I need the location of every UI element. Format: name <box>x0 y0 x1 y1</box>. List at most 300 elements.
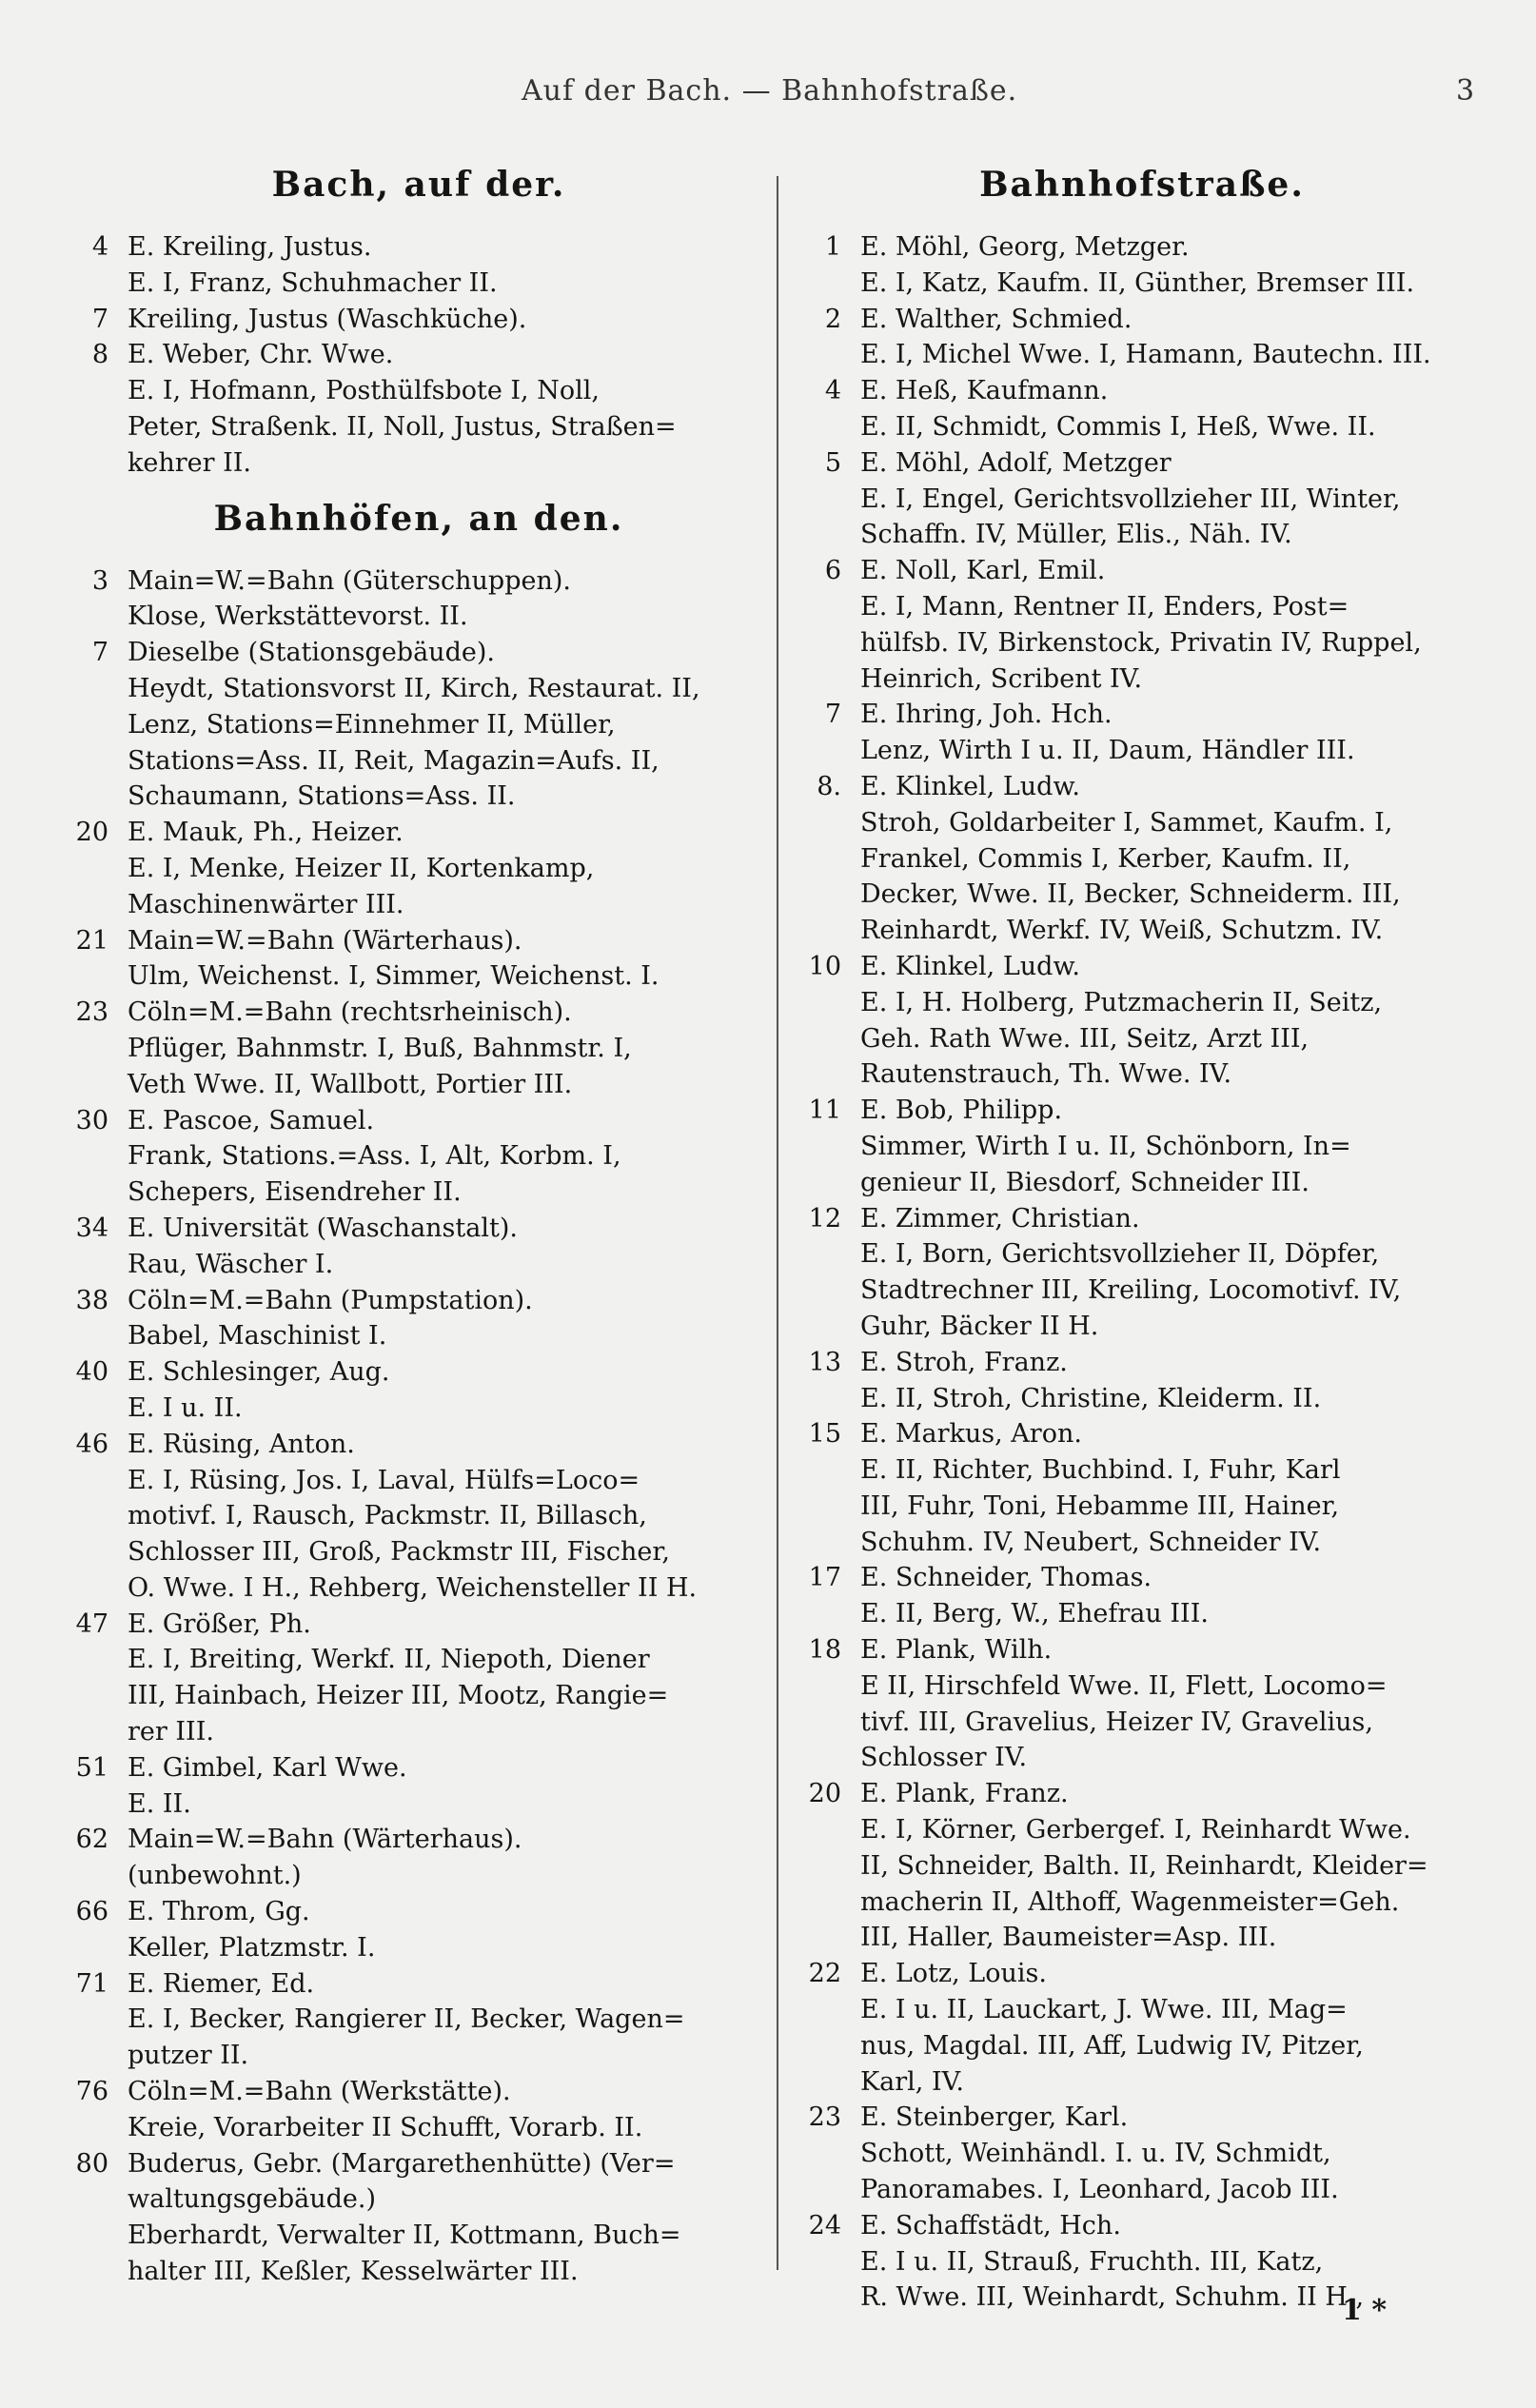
entry-line <box>67 1642 771 1678</box>
entry-text: E. I, Katz, Kaufm. II, Günther, Bremser III. <box>860 267 1415 298</box>
entry-line <box>799 805 1485 841</box>
entry-line <box>67 743 771 780</box>
directory-entry <box>67 2074 771 2146</box>
entry-first-line <box>67 563 771 600</box>
entry-line <box>67 1714 771 1750</box>
house-number: 46 <box>75 1429 108 1459</box>
entry-line <box>799 1165 1485 1201</box>
entry-text: E. Kreiling, Justus. <box>128 232 372 262</box>
directory-entry <box>67 635 771 815</box>
entry-text: Heinrich, Scribent IV. <box>860 663 1143 694</box>
entry-text: E. I, Hofmann, Posthülfsbote I, Noll, <box>128 376 600 406</box>
directory-entry <box>67 1822 771 1894</box>
entry-first-line <box>799 2100 1485 2136</box>
house-number: 3 <box>91 565 108 596</box>
entry-first-line <box>67 1283 771 1319</box>
entry-first-line <box>67 1607 771 1643</box>
entry-line <box>799 589 1485 625</box>
entry-text: E. Klinkel, Ludw. <box>860 771 1080 801</box>
entry-first-line <box>67 2074 771 2110</box>
running-head <box>0 74 1536 112</box>
entry-text: E. II, Schmidt, Commis I, Heß, Wwe. II. <box>860 411 1376 442</box>
directory-entry <box>67 815 771 922</box>
house-number: 23 <box>75 997 108 1028</box>
entry-text: E. I, Michel Wwe. I, Hamann, Bautechn. III. <box>860 340 1431 370</box>
entry-text: E. Gimbel, Karl Wwe. <box>128 1752 407 1783</box>
entry-line <box>67 1786 771 1823</box>
entry-text: kehrer II. <box>128 447 252 478</box>
entry-line <box>799 661 1485 698</box>
directory-entry <box>799 1201 1485 1345</box>
entry-text: Kreie, Vorarbeiter II Schufft, Vorarb. II. <box>128 2112 643 2142</box>
entry-line <box>799 625 1485 661</box>
entry-first-line <box>67 1354 771 1391</box>
house-number: 11 <box>808 1095 841 1126</box>
right-column <box>799 148 1485 2316</box>
entry-text: E. Markus, Aron. <box>860 1419 1082 1450</box>
entry-text: Peter, Straßenk. II, Noll, Justus, Straßen= <box>128 411 677 442</box>
entry-text: E. Throm, Gg. <box>128 1897 310 1927</box>
entry-text: E. I, Franz, Schuhmacher II. <box>128 267 498 298</box>
entry-text: E. I, Born, Gerichtsvollzieher II, Döpfer, <box>860 1239 1380 1270</box>
house-number: 8 <box>91 340 108 370</box>
directory-entry <box>799 1093 1485 1200</box>
entry-first-line <box>799 302 1485 338</box>
house-number: 38 <box>75 1285 108 1315</box>
entry-text: E. I, Breiting, Werkf. II, Niepoth, Diener <box>128 1645 650 1675</box>
entry-line <box>67 671 771 707</box>
entry-line <box>67 887 771 923</box>
entry-line <box>799 1525 1485 1561</box>
entry-line <box>799 2028 1485 2064</box>
entry-first-line <box>799 553 1485 589</box>
entry-text: E. Bob, Philipp. <box>860 1095 1063 1126</box>
house-number: 51 <box>75 1752 108 1783</box>
entry-text: E. Pascoe, Samuel. <box>128 1105 375 1135</box>
entry-text: E. Noll, Karl, Emil. <box>860 556 1106 586</box>
entry-line <box>799 482 1485 518</box>
entry-line <box>799 913 1485 949</box>
entry-first-line <box>67 302 771 338</box>
entry-line <box>799 409 1485 445</box>
house-number: 6 <box>824 556 841 586</box>
house-number: 7 <box>91 304 108 334</box>
entry-text: Buderus, Gebr. (Margarethenhütte) (Ver= <box>128 2148 676 2179</box>
house-number: 5 <box>824 447 841 478</box>
entry-text: rer III. <box>128 1717 214 1747</box>
entry-line <box>67 1067 771 1103</box>
directory-entry <box>799 1416 1485 1560</box>
entry-text: E. Ihring, Joh. Hch. <box>860 700 1113 730</box>
directory-entry <box>67 337 771 481</box>
house-number: 15 <box>808 1419 841 1450</box>
entry-first-line <box>67 1966 771 2003</box>
entry-line <box>67 1678 771 1714</box>
entry-text: Karl, IV. <box>860 2066 965 2097</box>
entry-text: Ulm, Weichenst. I, Simmer, Weichenst. I. <box>128 961 660 992</box>
entry-line <box>67 409 771 445</box>
entry-line <box>67 1570 771 1607</box>
entry-text: Dieselbe (Stationsgebäude). <box>128 638 495 668</box>
entry-text: E. Zimmer, Christian. <box>860 1203 1140 1234</box>
entry-line <box>799 1885 1485 1921</box>
entry-line <box>67 599 771 635</box>
entry-text: Rautenstrauch, Th. Wwe. IV. <box>860 1059 1232 1090</box>
entry-line <box>67 1174 771 1211</box>
entry-line <box>67 2254 771 2290</box>
entry-text: II, Schneider, Balth. II, Reinhardt, Kleider= <box>860 1850 1428 1881</box>
entry-text: Guhr, Bäcker II H. <box>860 1311 1099 1341</box>
entry-line <box>799 1848 1485 1885</box>
entry-text: E. I u. II. <box>128 1392 243 1423</box>
entry-text: Babel, Maschinist I. <box>128 1321 387 1352</box>
entry-text: Heydt, Stationsvorst II, Kirch, Restaurat. II, <box>128 673 700 703</box>
entry-line <box>67 851 771 887</box>
entry-line <box>67 1247 771 1283</box>
entry-text: E. I u. II, Lauckart, J. Wwe. III, Mag= <box>860 1995 1348 2025</box>
directory-entry <box>67 1427 771 1607</box>
entry-text: Cöln=M.=Bahn (Pumpstation). <box>128 1285 533 1315</box>
directory-entry <box>67 1211 771 1283</box>
directory-entry <box>67 2146 771 2290</box>
entry-text: E. II, Berg, W., Ehefrau III. <box>860 1599 1209 1629</box>
house-number: 71 <box>75 1968 108 1999</box>
entry-line <box>799 985 1485 1021</box>
entry-text: Cöln=M.=Bahn (rechtsrheinisch). <box>128 997 572 1028</box>
directory-entry <box>67 995 771 1102</box>
directory-entry <box>67 1750 771 1823</box>
entry-line <box>799 1452 1485 1489</box>
entry-text: Rau, Wäscher I. <box>128 1249 334 1279</box>
entry-line <box>67 1138 771 1174</box>
house-number: 30 <box>75 1105 108 1135</box>
entry-first-line <box>799 1956 1485 1992</box>
entry-text: E. Größer, Ph. <box>128 1609 311 1639</box>
entry-text: O. Wwe. I H., Rehberg, Weichensteller II H. <box>128 1572 698 1603</box>
entry-text: Decker, Wwe. II, Becker, Schneiderm. III, <box>860 879 1401 910</box>
entry-line <box>799 2172 1485 2208</box>
entry-first-line <box>67 1103 771 1139</box>
entry-first-line <box>67 1894 771 1930</box>
entry-line <box>799 2136 1485 2172</box>
entry-text: waltungsgebäude.) <box>128 2184 377 2215</box>
house-number: 17 <box>808 1563 841 1593</box>
signature-mark: 1 * <box>1342 2294 1388 2327</box>
directory-entry <box>67 1607 771 1750</box>
entry-text: halter III, Keßler, Kesselwärter III. <box>128 2257 579 2287</box>
entry-text: E. II. <box>128 1788 191 1819</box>
entry-line <box>67 1534 771 1570</box>
entry-first-line <box>799 2208 1485 2244</box>
entry-text: (unbewohnt.) <box>128 1861 302 1891</box>
directory-entry <box>799 1776 1485 1956</box>
entry-text: E. I, H. Holberg, Putzmacherin II, Seitz, <box>860 987 1383 1017</box>
entry-first-line <box>799 1201 1485 1237</box>
entry-first-line <box>67 995 771 1031</box>
directory-entry <box>799 949 1485 1093</box>
house-number: 7 <box>824 700 841 730</box>
house-number: 8. <box>817 771 841 801</box>
entry-text: putzer II. <box>128 2041 249 2071</box>
entry-first-line <box>799 1776 1485 1812</box>
entry-line <box>799 1056 1485 1093</box>
entry-line <box>67 707 771 743</box>
entry-first-line <box>799 1416 1485 1452</box>
house-number: 10 <box>808 951 841 981</box>
entry-text: E. Weber, Chr. Wwe. <box>128 340 394 370</box>
entry-text: Klose, Werkstättevorst. II. <box>128 602 468 632</box>
entry-text: III, Hainbach, Heizer III, Mootz, Rangie= <box>128 1681 669 1711</box>
entry-first-line <box>799 949 1485 985</box>
entry-line <box>799 2244 1485 2280</box>
column-divider <box>777 176 778 2270</box>
entry-text: genieur II, Biesdorf, Schneider III. <box>860 1167 1310 1197</box>
entry-text: Frankel, Commis I, Kerber, Kaufm. II, <box>860 843 1351 874</box>
entry-text: Stadtrechner III, Kreiling, Locomotivf. IV, <box>860 1275 1402 1306</box>
entry-text: E. I, Mann, Rentner II, Enders, Post= <box>860 591 1349 622</box>
entry-text: macherin II, Althoff, Wagenmeister=Geh. <box>860 1886 1400 1917</box>
house-number: 2 <box>824 304 841 334</box>
house-number: 23 <box>808 2102 841 2133</box>
directory-entry <box>67 1283 771 1355</box>
entry-text: Main=W.=Bahn (Wärterhaus). <box>128 1825 522 1855</box>
entry-text: tivf. III, Gravelius, Heizer IV, Gravelius, <box>860 1707 1373 1737</box>
entry-text: E. Möhl, Georg, Metzger. <box>860 232 1190 262</box>
house-number: 20 <box>75 818 108 848</box>
entry-text: E. Schneider, Thomas. <box>860 1563 1152 1593</box>
entry-text: Schuhm. IV, Neubert, Schneider IV. <box>860 1527 1322 1557</box>
house-number: 4 <box>824 376 841 406</box>
entry-line <box>799 733 1485 769</box>
directory-entry <box>67 1894 771 1966</box>
entry-text: E. Klinkel, Ludw. <box>860 951 1080 981</box>
section-title: Bahnhofstraße. <box>979 165 1305 205</box>
entry-line <box>67 266 771 302</box>
section-title: Bahnhöfen, an den. <box>213 498 624 539</box>
entry-line <box>67 2218 771 2254</box>
directory-entry <box>67 1354 771 1427</box>
entry-text: Pflüger, Bahnmstr. I, Buß, Bahnmstr. I, <box>128 1033 632 1063</box>
house-number: 40 <box>75 1357 108 1388</box>
entry-line <box>799 1596 1485 1632</box>
house-number: 76 <box>75 2077 108 2107</box>
page-number: 3 <box>1456 74 1475 108</box>
directory-entry <box>67 302 771 338</box>
entry-line <box>799 1273 1485 1309</box>
entry-text: Stroh, Goldarbeiter I, Sammet, Kaufm. I, <box>860 807 1393 838</box>
entry-text: Schlosser IV. <box>860 1743 1028 1773</box>
entry-first-line <box>799 1345 1485 1381</box>
entry-text: Lenz, Stations=Einnehmer II, Müller, <box>128 709 616 740</box>
house-number: 7 <box>91 638 108 668</box>
entry-text: Geh. Rath Wwe. III, Seitz, Arzt III, <box>860 1023 1310 1054</box>
entry-text: E. Steinberger, Karl. <box>860 2102 1129 2133</box>
entry-text: E. Universität (Waschanstalt). <box>128 1213 518 1243</box>
entry-text: Simmer, Wirth I u. II, Schönborn, In= <box>860 1131 1351 1161</box>
entry-line <box>799 1309 1485 1345</box>
house-number: 12 <box>808 1203 841 1234</box>
entry-text: E. Möhl, Adolf, Metzger <box>860 447 1172 478</box>
directory-entry <box>799 2100 1485 2207</box>
entry-text: R. Wwe. III, Weinhardt, Schuhm. II H., <box>860 2282 1365 2313</box>
entry-line <box>799 1705 1485 1741</box>
running-title: Auf der Bach. — Bahnhofstraße. <box>522 74 1018 108</box>
entry-line <box>67 1391 771 1427</box>
entry-first-line <box>799 1560 1485 1596</box>
entry-first-line <box>67 1427 771 1463</box>
entry-text: Kreiling, Justus (Waschküche). <box>128 304 527 334</box>
directory-entry <box>799 1345 1485 1417</box>
entry-text: Main=W.=Bahn (Wärterhaus). <box>128 925 522 956</box>
entry-text: Schepers, Eisendreher II. <box>128 1177 462 1208</box>
entry-first-line <box>799 1093 1485 1129</box>
house-number: 20 <box>808 1779 841 1809</box>
entry-text: E. II, Stroh, Christine, Kleiderm. II. <box>860 1383 1322 1413</box>
entry-text: Keller, Platzmstr. I. <box>128 1932 376 1963</box>
house-number: 80 <box>75 2148 108 2179</box>
entry-text: E. I u. II, Strauß, Fruchth. III, Katz, <box>860 2246 1324 2277</box>
directory-entry <box>799 302 1485 374</box>
entry-line <box>67 1318 771 1354</box>
entry-first-line <box>67 1211 771 1247</box>
entry-text: E II, Hirschfeld Wwe. II, Flett, Locomo= <box>860 1670 1388 1701</box>
entry-line <box>799 1489 1485 1525</box>
entry-first-line <box>67 635 771 671</box>
entry-text: Schott, Weinhändl. I. u. IV, Schmidt, <box>860 2139 1331 2169</box>
entry-line <box>799 337 1485 373</box>
entry-text: E. Lotz, Louis. <box>860 1959 1047 1989</box>
entry-line <box>799 266 1485 302</box>
entry-line <box>799 2064 1485 2101</box>
entry-text: E. I, Engel, Gerichtsvollzieher III, Winter, <box>860 484 1401 514</box>
entry-first-line <box>799 697 1485 733</box>
entry-first-line <box>67 1750 771 1786</box>
entry-line <box>799 1740 1485 1776</box>
entry-line <box>67 958 771 995</box>
house-number: 62 <box>75 1825 108 1855</box>
entry-text: Reinhardt, Werkf. IV, Weiß, Schutzm. IV. <box>860 916 1384 946</box>
entry-text: E. Walther, Schmied. <box>860 304 1132 334</box>
entry-text: Main=W.=Bahn (Güterschuppen). <box>128 565 571 596</box>
entry-text: Lenz, Wirth I u. II, Daum, Händler III. <box>860 736 1355 766</box>
directory-entry <box>799 373 1485 445</box>
entry-line <box>67 2002 771 2038</box>
house-number: 21 <box>75 925 108 956</box>
entry-first-line <box>67 923 771 959</box>
entry-line <box>67 445 771 482</box>
left-column <box>67 148 771 2290</box>
entry-text: E. I, Rüsing, Jos. I, Laval, Hülfs=Loco= <box>128 1465 640 1495</box>
entry-first-line <box>799 769 1485 805</box>
entry-line <box>67 1858 771 1894</box>
entry-text: Schaumann, Stations=Ass. II. <box>128 781 516 812</box>
house-number: 13 <box>808 1347 841 1377</box>
entry-text: Maschinenwärter III. <box>128 889 404 919</box>
directory-entry <box>67 229 771 302</box>
entry-first-line <box>67 229 771 266</box>
entry-text: Frank, Stations.=Ass. I, Alt, Korbm. I, <box>128 1141 621 1172</box>
entry-text: E. I, Körner, Gerbergef. I, Reinhardt Wwe. <box>860 1815 1411 1845</box>
house-number: 1 <box>824 232 841 262</box>
entry-text: E. Rüsing, Anton. <box>128 1429 355 1459</box>
entry-text: motivf. I, Rausch, Packmstr. II, Billasch, <box>128 1501 647 1531</box>
entry-text: E. Plank, Franz. <box>860 1779 1069 1809</box>
entry-line <box>799 841 1485 878</box>
entry-first-line <box>799 1632 1485 1668</box>
entry-text: Schlosser III, Groß, Packmstr III, Fischer, <box>128 1537 670 1568</box>
house-number: 66 <box>75 1897 108 1927</box>
directory-entry <box>67 923 771 996</box>
house-number: 24 <box>808 2210 841 2240</box>
entry-text: E. Plank, Wilh. <box>860 1635 1053 1666</box>
entry-line <box>67 779 771 815</box>
entry-text: Schaffn. IV, Müller, Elis., Näh. IV. <box>860 520 1292 550</box>
entry-line <box>799 1812 1485 1848</box>
entry-first-line <box>799 445 1485 482</box>
house-number: 34 <box>75 1213 108 1243</box>
directory-entry <box>799 445 1485 553</box>
house-number: 18 <box>808 1635 841 1666</box>
entry-first-line <box>67 337 771 373</box>
entry-text: E. I, Menke, Heizer II, Kortenkamp, <box>128 853 595 883</box>
directory-entry <box>799 1956 1485 2100</box>
entry-line <box>799 1992 1485 2028</box>
directory-entry <box>799 229 1485 302</box>
entry-line <box>799 1129 1485 1165</box>
entry-text: Stations=Ass. II, Reit, Magazin=Aufs. II, <box>128 745 660 776</box>
entry-line <box>67 373 771 409</box>
directory-entry <box>799 769 1485 949</box>
entry-text: E. Stroh, Franz. <box>860 1347 1068 1377</box>
entry-text: Cöln=M.=Bahn (Werkstätte). <box>128 2077 511 2107</box>
house-number: 47 <box>75 1609 108 1639</box>
entry-line <box>67 1930 771 1966</box>
entry-line <box>67 2110 771 2146</box>
entry-first-line <box>799 373 1485 409</box>
entry-line <box>799 1920 1485 1956</box>
entry-line <box>799 1668 1485 1705</box>
entry-text: E. Schlesinger, Aug. <box>128 1357 390 1388</box>
entry-line <box>799 1021 1485 1057</box>
entry-text: E. I, Becker, Rangierer II, Becker, Wagen= <box>128 2004 685 2035</box>
entry-line <box>799 1381 1485 1417</box>
entry-line <box>67 1031 771 1067</box>
entry-first-line <box>67 815 771 851</box>
entry-text: hülfsb. IV, Birkenstock, Privatin IV, Ruppel, <box>860 627 1422 658</box>
directory-entry <box>67 563 771 636</box>
directory-entry <box>799 697 1485 769</box>
entry-text: Eberhardt, Verwalter II, Kottmann, Buch= <box>128 2220 681 2251</box>
directory-entry <box>799 553 1485 697</box>
entry-line <box>67 1463 771 1499</box>
house-number: 22 <box>808 1959 841 1989</box>
section-title: Bach, auf der. <box>271 165 566 205</box>
entry-text: Panoramabes. I, Leonhard, Jacob III. <box>860 2175 1339 2205</box>
entry-first-line <box>799 229 1485 266</box>
house-number: 4 <box>91 232 108 262</box>
entry-text: III, Haller, Baumeister=Asp. III. <box>860 1923 1277 1953</box>
entry-text: E. Schaffstädt, Hch. <box>860 2210 1121 2240</box>
directory-entry <box>67 1103 771 1211</box>
entry-line <box>799 877 1485 913</box>
entry-text: E. Heß, Kaufmann. <box>860 376 1109 406</box>
entry-line <box>67 2181 771 2218</box>
entry-text: E. Riemer, Ed. <box>128 1968 315 1999</box>
entry-text: E. II, Richter, Buchbind. I, Fuhr, Karl <box>860 1455 1341 1486</box>
directory-entry <box>799 1632 1485 1776</box>
entry-line <box>799 1236 1485 1273</box>
directory-entry <box>799 1560 1485 1632</box>
